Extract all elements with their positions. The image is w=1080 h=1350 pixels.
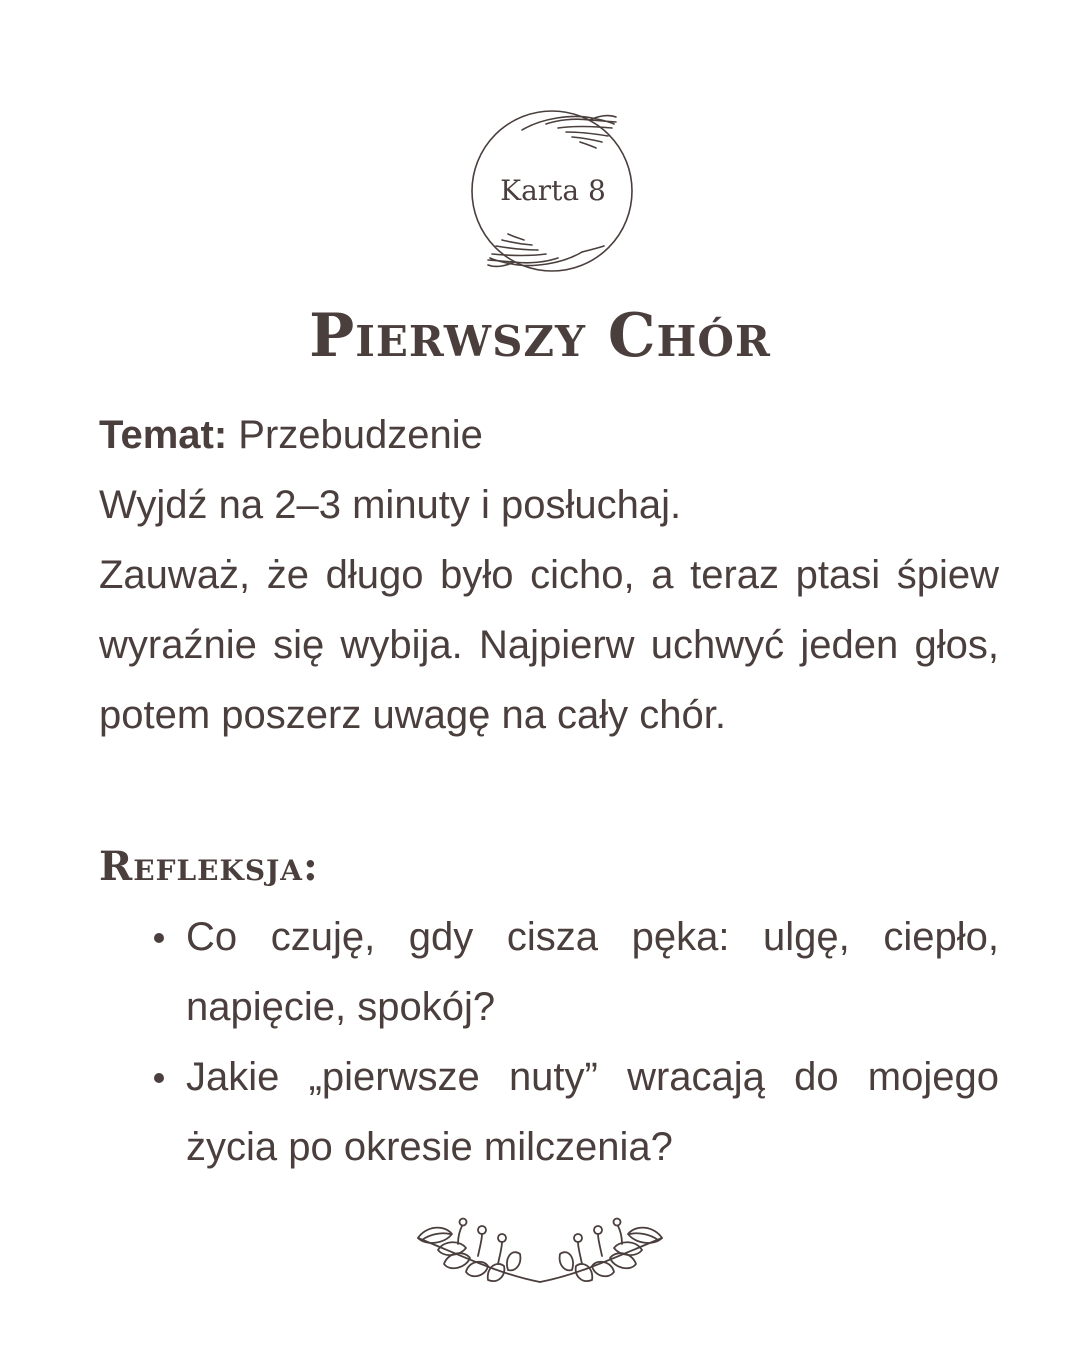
list-item xyxy=(99,1042,999,1182)
laurel-branches-icon xyxy=(408,1210,672,1306)
description-paragraph: Zauważ, że długo było cicho, a teraz ptasi śpiew wyraźnie się wybija. Najpierw uchwyć jeden głos, potem poszerz uwagę na cały chór. xyxy=(99,553,999,737)
list-item-text: Jakie „pierwsze nuty” wracają do mojego życia po okresie milczenia? xyxy=(186,1055,999,1169)
card-title: Pierwszy Chór xyxy=(309,301,771,371)
bullet-icon xyxy=(154,933,164,943)
theme-line xyxy=(99,400,999,470)
card-body xyxy=(99,400,999,750)
theme-value: Przebudzenie xyxy=(227,413,483,457)
list-item xyxy=(99,902,999,1042)
intro-text: Wyjdź na 2–3 minuty i posłuchaj. xyxy=(99,483,682,527)
card-emblem xyxy=(462,100,642,280)
theme-label: Temat: xyxy=(99,413,228,457)
bullet-icon xyxy=(154,1073,164,1083)
list-item-text: Co czuję, gdy cisza pęka: ulgę, ciepło, napięcie, spokój? xyxy=(186,915,999,1029)
reflection-heading: Refleksja: xyxy=(99,843,319,890)
reflection-section xyxy=(99,832,999,1182)
reflection-list xyxy=(99,902,999,1182)
card-number: Karta 8 xyxy=(500,173,606,207)
